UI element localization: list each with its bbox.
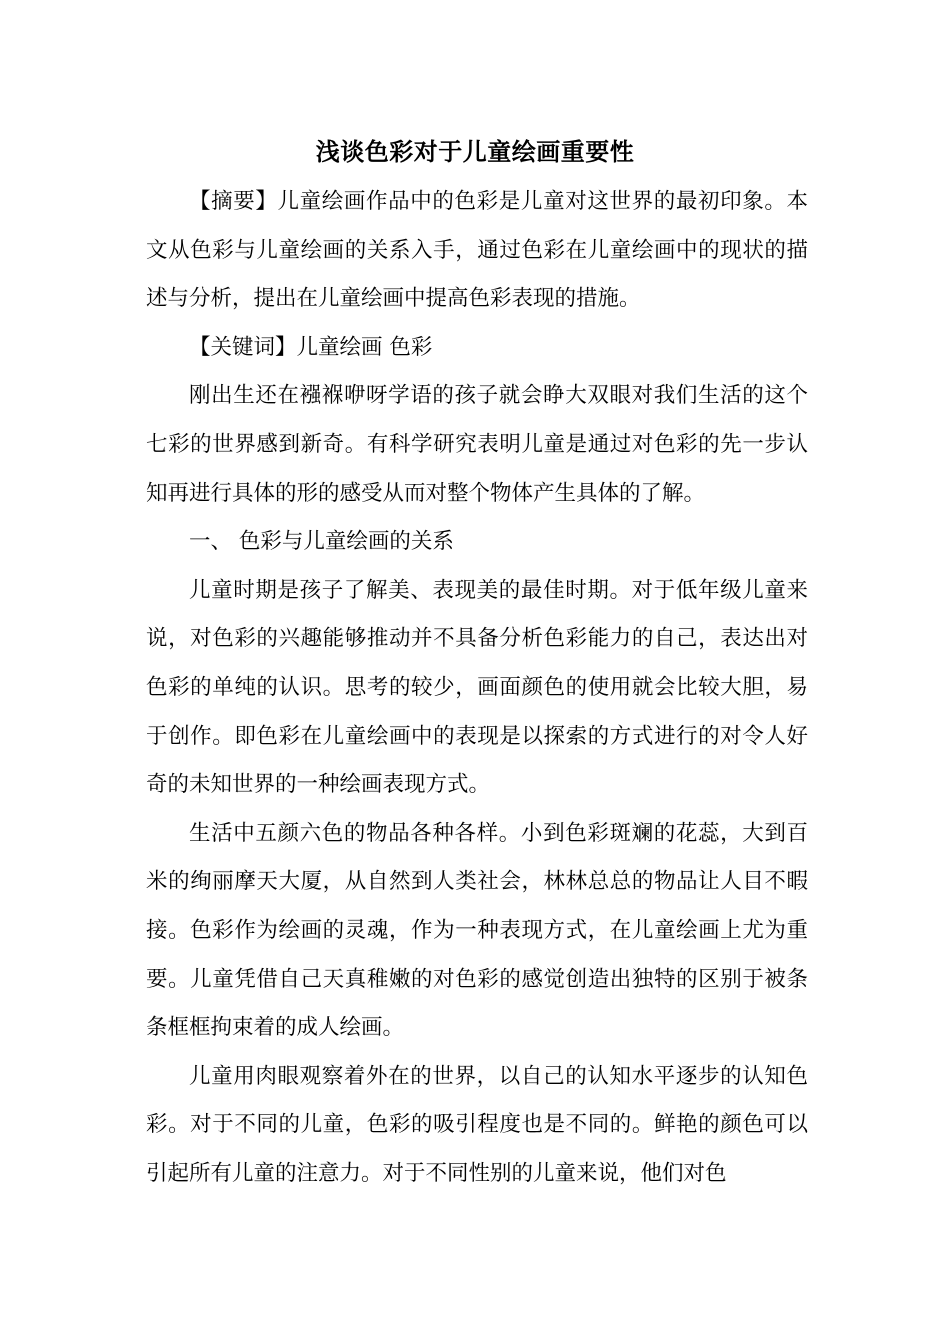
keywords-paragraph: 【关键词】儿童绘画 色彩 — [189, 334, 433, 360]
body-paragraph: 刚出生还在襁褓咿呀学语的孩子就会睁大双眼对我们生活的这个七彩的世界感到新奇。有科学研究表明儿童是通过对色彩的先一步认知再进行具体的形的感受从而对整个物体产生具体的了解。 — [146, 383, 808, 506]
document-body — [146, 178, 808, 1198]
body-paragraph: 儿童时期是孩子了解美、表现美的最佳时期。对于低年级儿童来说，对色彩的兴趣能够推动并不具备分析色彩能力的自己，表达出对色彩的单纯的认识。思考的较少，画面颜色的使用就会比较大胆，易于创作。即色彩在儿童绘画中的表现是以探索的方式进行的对令人好奇的未知世界的一种绘画表现方式。 — [146, 577, 808, 798]
section-heading: 一、 色彩与儿童绘画的关系 — [189, 529, 454, 555]
document-title: 浅谈色彩对于儿童绘画重要性 — [315, 138, 635, 166]
body-paragraph: 生活中五颜六色的物品各种各样。小到色彩斑斓的花蕊，大到百米的绚丽摩天大厦，从自然到人类社会，林林总总的物品让人目不暇接。色彩作为绘画的灵魂，作为一种表现方式，在儿童绘画上尤为重要。儿童凭借自己天真稚嫩的对色彩的感觉创造出独特的区别于被条条框框拘束着的成人绘画。 — [146, 820, 808, 1041]
abstract-paragraph: 【摘要】儿童绘画作品中的色彩是儿童对这世界的最初印象。本文从色彩与儿童绘画的关系入手，通过色彩在儿童绘画中的现状的描述与分析，提出在儿童绘画中提高色彩表现的措施。 — [146, 189, 808, 312]
body-paragraph: 儿童用肉眼观察着外在的世界，以自己的认知水平逐步的认知色彩。对于不同的儿童，色彩的吸引程度也是不同的。鲜艳的颜色可以引起所有儿童的注意力。对于不同性别的儿童来说，他们对色 — [146, 1063, 808, 1186]
